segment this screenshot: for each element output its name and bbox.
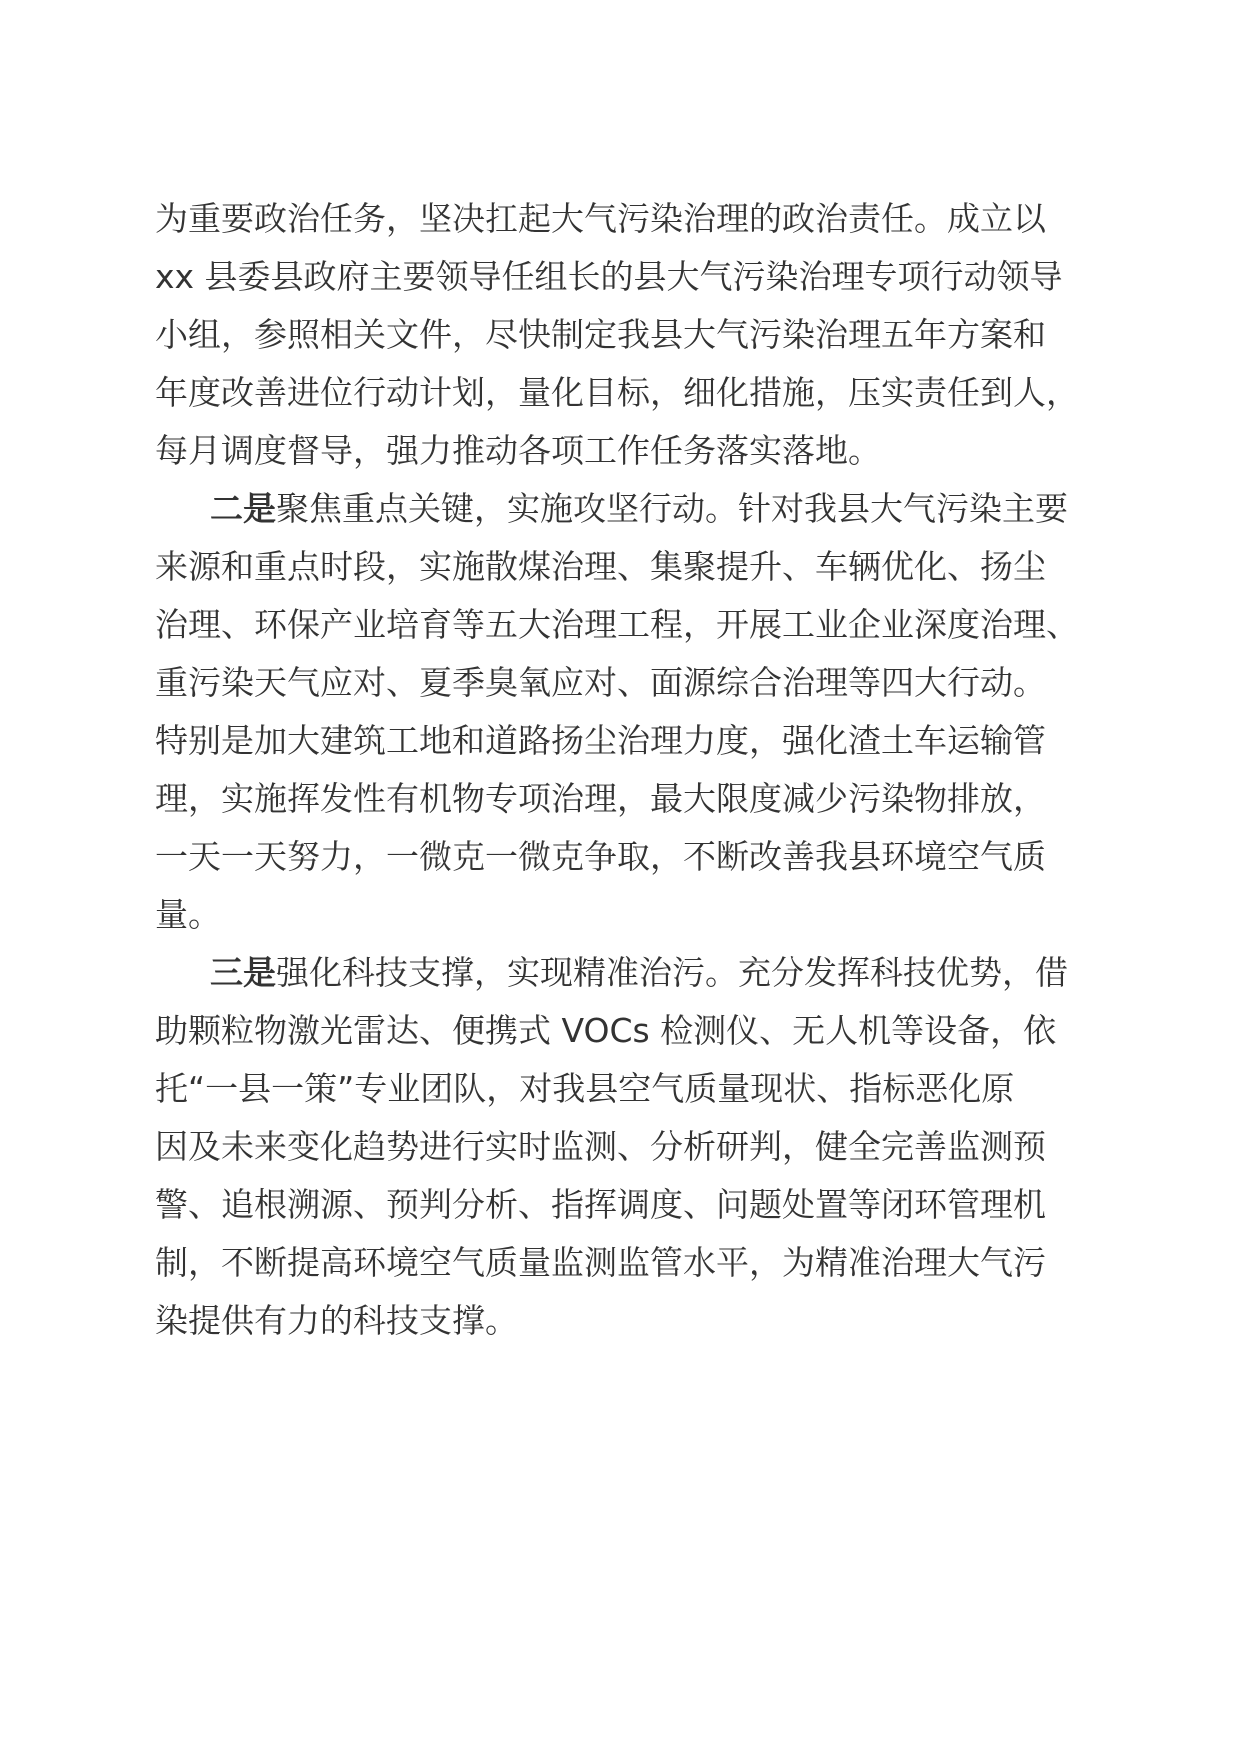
paragraph-1-line-3: 小组，参照相关文件，尽快制定我县大气污染治理五年方案和: [155, 315, 1046, 354]
paragraph-1-line-1: 为重要政治任务，坚决扛起大气污染治理的政治责任。成立以: [155, 199, 1046, 238]
paragraph-2-line-8: 量。: [155, 895, 221, 934]
paragraph-2-lead: 二是: [210, 489, 276, 528]
paragraph-3-first-line-text: 强化科技支撑，实现精准治污。充分发挥科技优势，借: [276, 953, 1068, 992]
paragraph-3-lead: 三是: [210, 953, 276, 992]
paragraph-2-line-3: 治理、环保产业培育等五大治理工程，开展工业企业深度治理、: [155, 605, 1079, 644]
paragraph-3-line-4: 因及未来变化趋势进行实时监测、分析研判，健全完善监测预: [155, 1127, 1046, 1166]
paragraph-3-line-3: 托“一县一策”专业团队，对我县空气质量现状、指标恶化原: [155, 1069, 1015, 1108]
paragraph-2-line-4: 重污染天气应对、夏季臭氧应对、面源综合治理等四大行动。: [155, 663, 1046, 702]
paragraph-1-line-4: 年度改善进位行动计划，量化目标，细化措施，压实责任到人，: [155, 373, 1079, 412]
paragraph-1-line-5: 每月调度督导，强力推动各项工作任务落实落地。: [155, 431, 881, 470]
paragraph-2-first-line-text: 聚焦重点关键，实施攻坚行动。针对我县大气污染主要: [276, 489, 1068, 528]
paragraph-3-line-1: [210, 951, 1068, 995]
paragraph-3-line-2: 助颗粒物激光雷达、便携式 VOCs 检测仪、无人机等设备，依: [155, 1011, 1057, 1050]
paragraph-3-line-5: 警、追根溯源、预判分析、指挥调度、问题处置等闭环管理机: [155, 1185, 1046, 1224]
paragraph-2-line-7: 一天一天努力，一微克一微克争取，不断改善我县环境空气质: [155, 837, 1046, 876]
paragraph-2-line-1: [210, 487, 1068, 531]
paragraph-2-line-6: 理，实施挥发性有机物专项治理，最大限度减少污染物排放，: [155, 779, 1046, 818]
paragraph-2-line-2: 来源和重点时段，实施散煤治理、集聚提升、车辆优化、扬尘: [155, 547, 1046, 586]
paragraph-2-line-5: 特别是加大建筑工地和道路扬尘治理力度，强化渣土车运输管: [155, 721, 1046, 760]
paragraph-3-line-7: 染提供有力的科技支撑。: [155, 1301, 518, 1340]
paragraph-3-line-6: 制，不断提高环境空气质量监测监管水平，为精准治理大气污: [155, 1243, 1046, 1282]
paragraph-1-line-2: xx 县委县政府主要领导任组长的县大气污染治理专项行动领导: [155, 257, 1063, 296]
